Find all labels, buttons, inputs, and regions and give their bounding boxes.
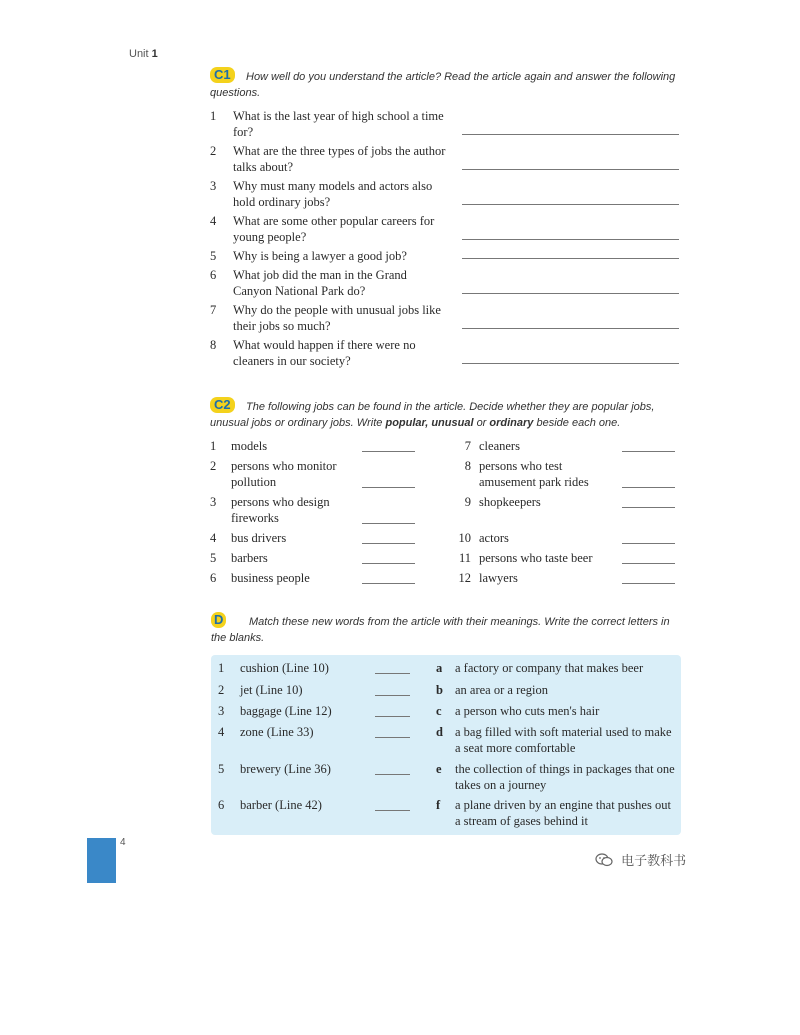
job-blank-3[interactable] [362, 523, 415, 524]
c2-instruction-or: or [476, 417, 487, 429]
meaning-letter: c [436, 704, 442, 718]
job-text: persons who taste beer [479, 551, 593, 565]
answer-line-4[interactable] [462, 239, 679, 240]
word-text: brewery (Line 36) [240, 762, 331, 776]
watermark-text: 电子教科书 [621, 854, 687, 869]
answer-line-3[interactable] [462, 204, 679, 205]
job-text: persons who test amusement park rides [479, 459, 589, 489]
word-number: 5 [218, 762, 225, 776]
job-blank-6[interactable] [362, 583, 415, 584]
meaning-text: a factory or company that makes beer [455, 661, 644, 675]
job-blank-8[interactable] [622, 487, 675, 488]
meaning-letter: e [436, 762, 442, 776]
unit-number: 1 [151, 48, 158, 60]
job-number: 11 [458, 551, 471, 565]
job-number: 5 [210, 551, 217, 565]
job-blank-5[interactable] [362, 563, 415, 564]
c2-instruction [210, 399, 680, 431]
c1-badge: C1 [210, 67, 235, 83]
watermark [595, 850, 686, 871]
answer-line-7[interactable] [462, 328, 679, 329]
question-text: What are the three types of jobs the author talks about? [233, 144, 446, 174]
job-blank-12[interactable] [622, 583, 675, 584]
job-text: actors [479, 531, 509, 545]
job-number: 3 [210, 495, 217, 509]
question-number: 2 [210, 144, 217, 158]
word-text: zone (Line 33) [240, 725, 314, 739]
question-number: 6 [210, 268, 217, 282]
answer-line-8[interactable] [462, 363, 679, 364]
match-blank-4[interactable] [375, 737, 410, 738]
c2-badge: C2 [210, 397, 235, 413]
meaning-letter: b [436, 683, 443, 697]
job-blank-2[interactable] [362, 487, 415, 488]
answer-line-1[interactable] [462, 134, 679, 135]
c1-instruction: How well do you understand the article? Read the article again and answer the following questions. [210, 71, 676, 99]
question-text: What job did the man in the Grand Canyon National Park do? [233, 268, 407, 298]
word-text: baggage (Line 12) [240, 704, 332, 718]
d-badge: D [211, 612, 226, 628]
page-number: 4 [120, 837, 126, 848]
question-text: Why is being a lawyer a good job? [233, 249, 407, 263]
word-text: cushion (Line 10) [240, 661, 329, 675]
match-blank-5[interactable] [375, 774, 410, 775]
job-text: barbers [231, 551, 268, 565]
match-blank-6[interactable] [375, 810, 410, 811]
job-number: 4 [210, 531, 217, 545]
question-number: 8 [210, 338, 217, 352]
unit-header [129, 48, 158, 60]
answer-line-2[interactable] [462, 169, 679, 170]
meaning-letter: f [436, 798, 441, 812]
meaning-text: the collection of things in packages that one takes on a journey [455, 762, 675, 792]
keyword-ordinary: ordinary [489, 417, 534, 429]
job-number: 10 [458, 531, 471, 545]
job-number: 9 [464, 495, 471, 509]
unit-label: Unit [129, 48, 149, 60]
match-blank-2[interactable] [375, 695, 410, 696]
meaning-text: a bag filled with soft material used to make a seat more comfortable [455, 725, 672, 755]
word-text: barber (Line 42) [240, 798, 322, 812]
word-number: 2 [218, 683, 225, 697]
job-text: persons who design fireworks [231, 495, 330, 525]
question-text: Why must many models and actors also hold ordinary jobs? [233, 179, 433, 209]
word-number: 3 [218, 704, 225, 718]
job-blank-4[interactable] [362, 543, 415, 544]
question-text: What are some other popular careers for young people? [233, 214, 435, 244]
job-text: persons who monitor pollution [231, 459, 337, 489]
keyword-popular: popular, [385, 417, 429, 429]
job-blank-11[interactable] [622, 563, 675, 564]
question-number: 7 [210, 303, 217, 317]
meaning-letter: d [436, 725, 443, 739]
match-blank-1[interactable] [375, 673, 410, 674]
word-number: 1 [218, 661, 225, 675]
job-text: bus drivers [231, 531, 287, 545]
job-number: 6 [210, 571, 217, 585]
job-text: models [231, 439, 268, 453]
word-number: 6 [218, 798, 225, 812]
meaning-text: an area or a region [455, 683, 548, 697]
question-number: 4 [210, 214, 217, 228]
wechat-icon [595, 853, 613, 871]
job-number: 2 [210, 459, 217, 473]
question-text: What would happen if there were no cleaners in our society? [233, 338, 416, 368]
question-text: Why do the people with unusual jobs like their jobs so much? [233, 303, 441, 333]
match-blank-3[interactable] [375, 716, 410, 717]
job-number: 12 [458, 571, 471, 585]
job-number: 7 [464, 439, 471, 453]
question-number: 3 [210, 179, 217, 193]
keyword-unusual: unusual [431, 417, 474, 429]
word-number: 4 [218, 725, 225, 739]
word-text: jet (Line 10) [240, 683, 303, 697]
job-blank-7[interactable] [622, 451, 675, 452]
c2-instruction-end: beside each one. [536, 417, 621, 429]
meaning-letter: a [436, 661, 443, 675]
question-number: 5 [210, 249, 217, 263]
job-text: cleaners [479, 439, 520, 453]
c2-instruction-text: The following jobs can be found in the article. Decide whether they are popular jobs, unusual jobs or ordinary jobs. Write [210, 401, 655, 429]
job-text: lawyers [479, 571, 518, 585]
job-blank-9[interactable] [622, 507, 675, 508]
d-instruction: Match these new words from the article with their meanings. Write the correct letters in the blanks. [211, 616, 670, 644]
job-text: shopkeepers [479, 495, 541, 509]
page-tab-marker [87, 838, 116, 883]
meaning-text: a person who cuts men's hair [455, 704, 600, 718]
job-text: business people [231, 571, 310, 585]
job-blank-1[interactable] [362, 451, 415, 452]
job-blank-10[interactable] [622, 543, 675, 544]
answer-line-5[interactable] [462, 258, 679, 259]
answer-line-6[interactable] [462, 293, 679, 294]
meaning-text: a plane driven by an engine that pushes out a stream of gases behind it [455, 798, 671, 828]
question-number: 1 [210, 109, 217, 123]
job-number: 8 [464, 459, 471, 473]
job-number: 1 [210, 439, 217, 453]
question-text: What is the last year of high school a time for? [233, 109, 444, 139]
